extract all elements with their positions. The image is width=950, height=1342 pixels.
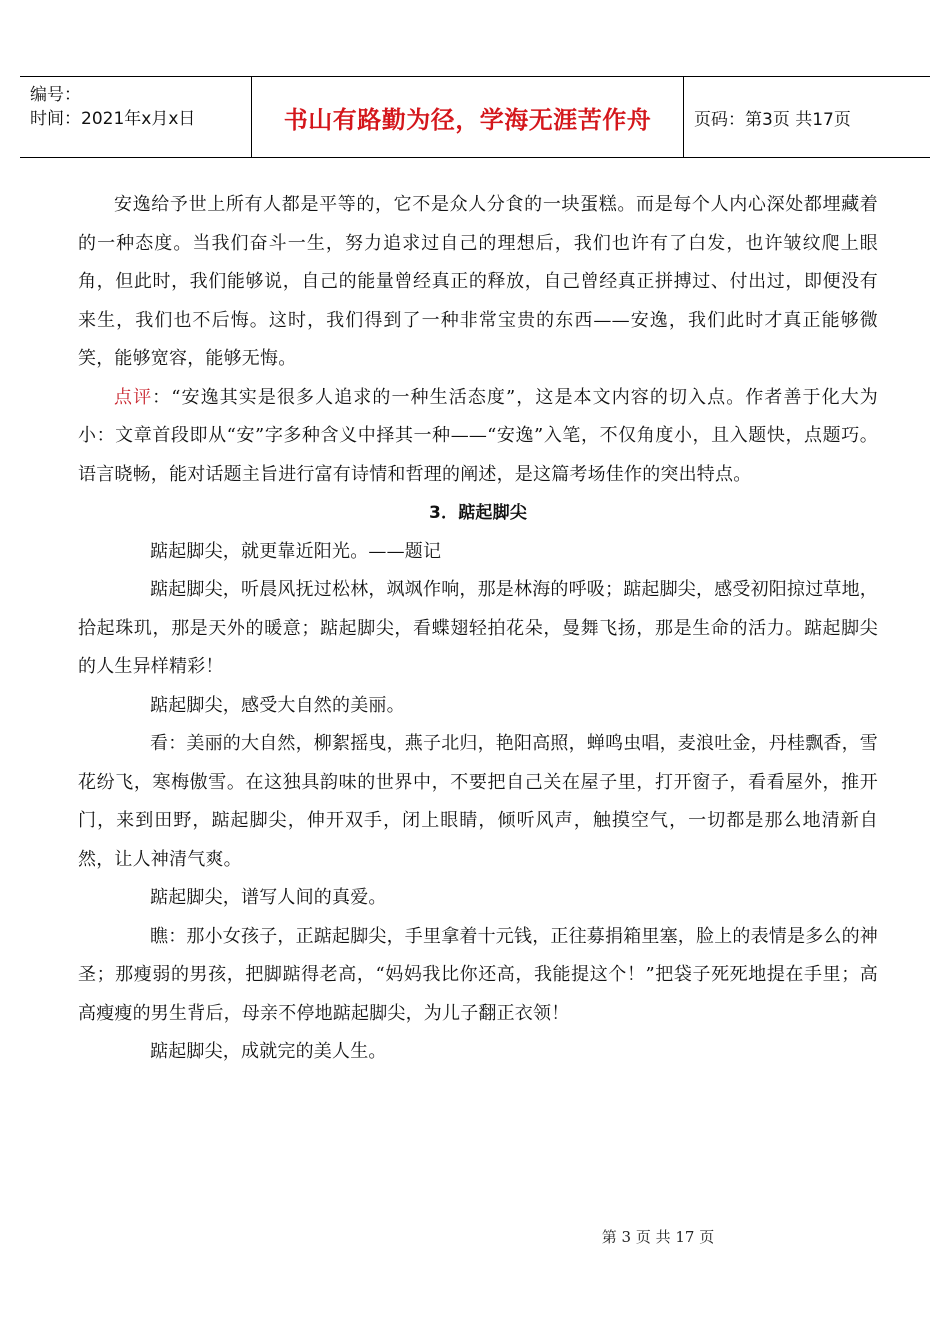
body-paragraph: 踮起脚尖，感受大自然的美丽。 [150,694,405,716]
body-paragraph: 看：美丽的大自然，柳絮摇曳，燕子北归，艳阳高照，蝉鸣虫唱，麦浪吐金，丹桂飘香，雪花纷飞，寒梅傲雪。在这独具韵味的世界中，不要把自己关在屋子里，打开窗子，看看屋外，推开门，来到田野，踮起脚尖，伸开双手，闭上眼睛，倾听风声，触摸空气，一切都是那么地清新自然，让人神清气爽。 [78,733,878,870]
header-page-info: 页码：第3页 共17页 [694,109,851,130]
body-paragraph: 瞧：那小女孩子，正踮起脚尖，手里拿着十元钱，正往募捐箱里塞，脸上的表情是多么的神圣；那瘦弱的男孩，把脚踮得老高，“妈妈我比你还高，我能提这个！”把袋子死死地提在手里；高高瘦瘦的男生背后，母亲不停地踮起脚尖，为儿子翻正衣领！ [78,925,878,1024]
epigraph: 踮起脚尖，就更靠近阳光。——题记 [150,540,442,562]
page-footer [0,1226,950,1247]
body-paragraph: 踮起脚尖，成就完的美人生。 [150,1041,387,1062]
header-motto-cell [252,77,684,157]
page-header [20,76,930,158]
header-motto: 书山有路勤为径，学海无涯苦作舟 [283,105,652,134]
comment-paragraph [78,379,878,495]
document-body [78,186,878,1072]
document-number: 编号： [30,85,81,105]
body-paragraph: 踮起脚尖，谱写人间的真爱。 [150,887,387,908]
body-paragraph: 踮起脚尖，听晨风抚过松林，飒飒作响，那是林海的呼吸；踮起脚尖，感受初阳掠过草地，拾起珠玑，那是天外的暖意；踮起脚尖，看蝶翅轻拍花朵，曼舞飞扬，那是生命的活力。踮起脚尖的人生异样精彩！ [78,579,878,677]
footer-page-number: 第 3 页 共 17 页 [601,1228,715,1246]
document-time: 时间：2021年x月x日 [30,109,196,129]
body-paragraph: 安逸给予世上所有人都是平等的，它不是众人分食的一块蛋糕。而是每个人内心深处都埋藏着的一种态度。当我们奋斗一生，努力追求过自己的理想后，我们也许有了白发，也许皱纹爬上眼角，但此时，我们能够说，自己的能量曾经真正的释放，自己曾经真正拼搏过、付出过，即便没有来生，我们也不后悔。这时，我们得到了一种非常宝贵的东西——安逸，我们此时才真正能够微笑，能够宽容，能够无悔。 [78,194,878,369]
header-meta [20,77,252,157]
comment-text: ：“安逸其实是很多人追求的一种生活态度”，这是本文内容的切入点。作者善于化大为小：文章首段即从“安”字多种含义中择其一种——“安逸”入笔，不仅角度小，且入题快，点题巧。语言晓畅，能对话题主旨进行富有诗情和哲理的阐述，是这篇考场佳作的突出特点。 [78,386,878,485]
comment-label: 点评 [114,386,153,408]
section-title: 3．踮起脚尖 [428,503,528,523]
